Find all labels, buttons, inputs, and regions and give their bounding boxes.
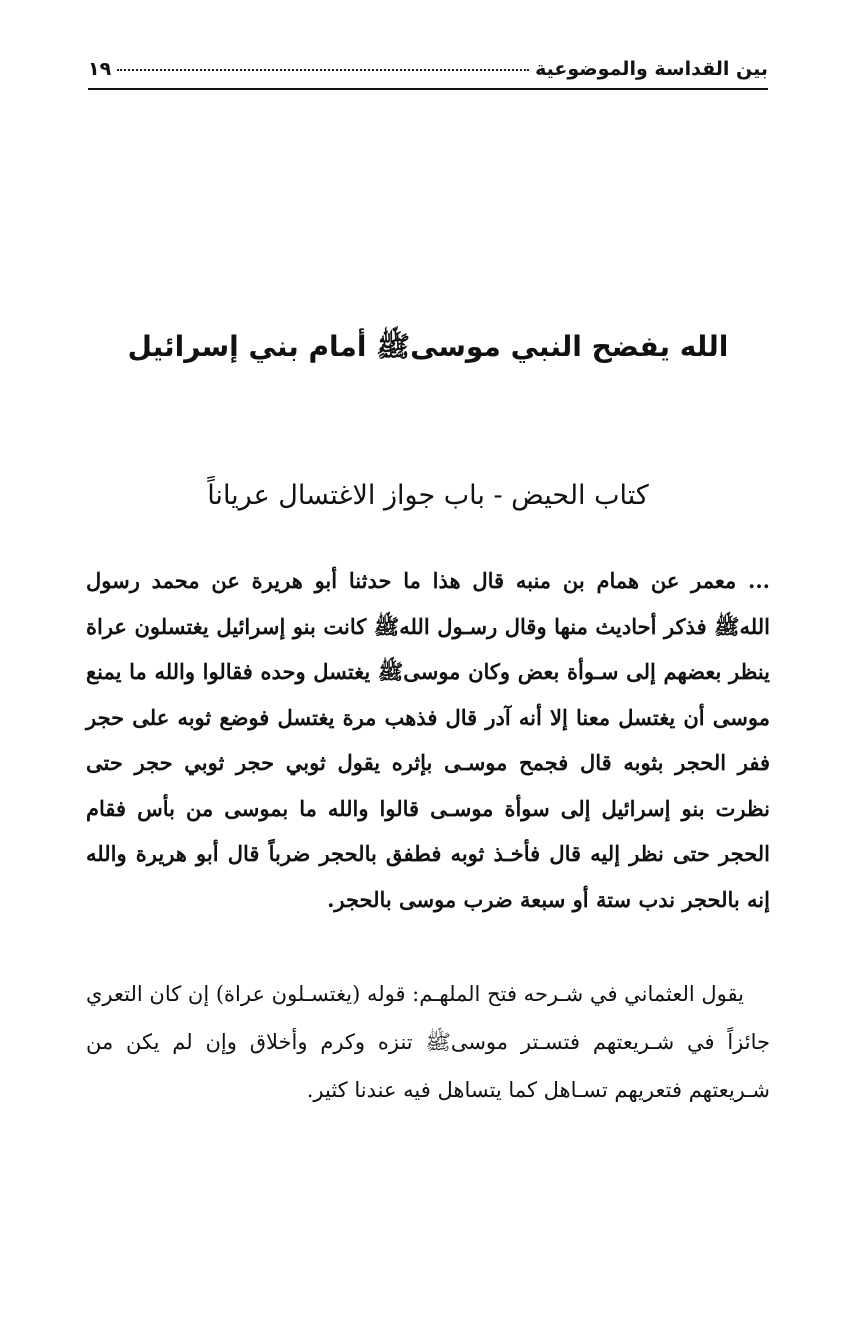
page-number: ١٩ — [88, 58, 112, 80]
chapter-title: الله يفضح النبي موسىﷺ أمام بني إسرائيل — [127, 330, 729, 363]
dotted-leader — [117, 68, 529, 71]
header-rule — [88, 88, 768, 90]
running-header — [88, 40, 768, 80]
hadith-paragraph: ... معمر عن همام بن منبه قال هذا ما حدثنا أبو هريرة عن محمد رسول اللهﷺ فذكر أحاديث منها وقال رسـول اللهﷺ كانت بنو إسرائيل يغتسلون عراة ينظر بعضهم إلى سـوأة بعض وكان موسىﷺ يغتسل وحده فقالوا والله ما يمنع موسى أن يغتسل معنا إلا أنه آدر قال فذهب مرة يغتسل فوضع ثوبه على حجر ففر الحجر بثوبه قال فجمح موسـى بإثره يقول ثوبي حجر ثوبي حجر حتى نظرت بنو إسرائيل إلى سوأة موسـى قالوا والله ما بموسى من بأس فقام الحجر حتى نظر إليه قال فأخـذ ثوبه فطفق بالحجر ضرباً قال أبو هريرة والله إنه بالحجر ندب ستة أو سبعة ضرب موسى بالحجر. — [86, 568, 770, 912]
commentary-paragraph: يقول العثماني في شـرحه فتح الملهـم: قوله (يغتسـلون عراة) إن كان التعري جائزاً في شـريعتهم فتسـتر موسىﷺ تنزه وكرم وأخلاق وإن لم يكن من شـريعتهم فتعريهم تسـاهل كما يتساهل فيه عندنا كثير. — [86, 982, 770, 1102]
running-title: بين القداسة والموضوعية — [535, 58, 768, 80]
section-title: كتاب الحيض - باب جواز الاغتسال عرياناً — [207, 480, 649, 511]
